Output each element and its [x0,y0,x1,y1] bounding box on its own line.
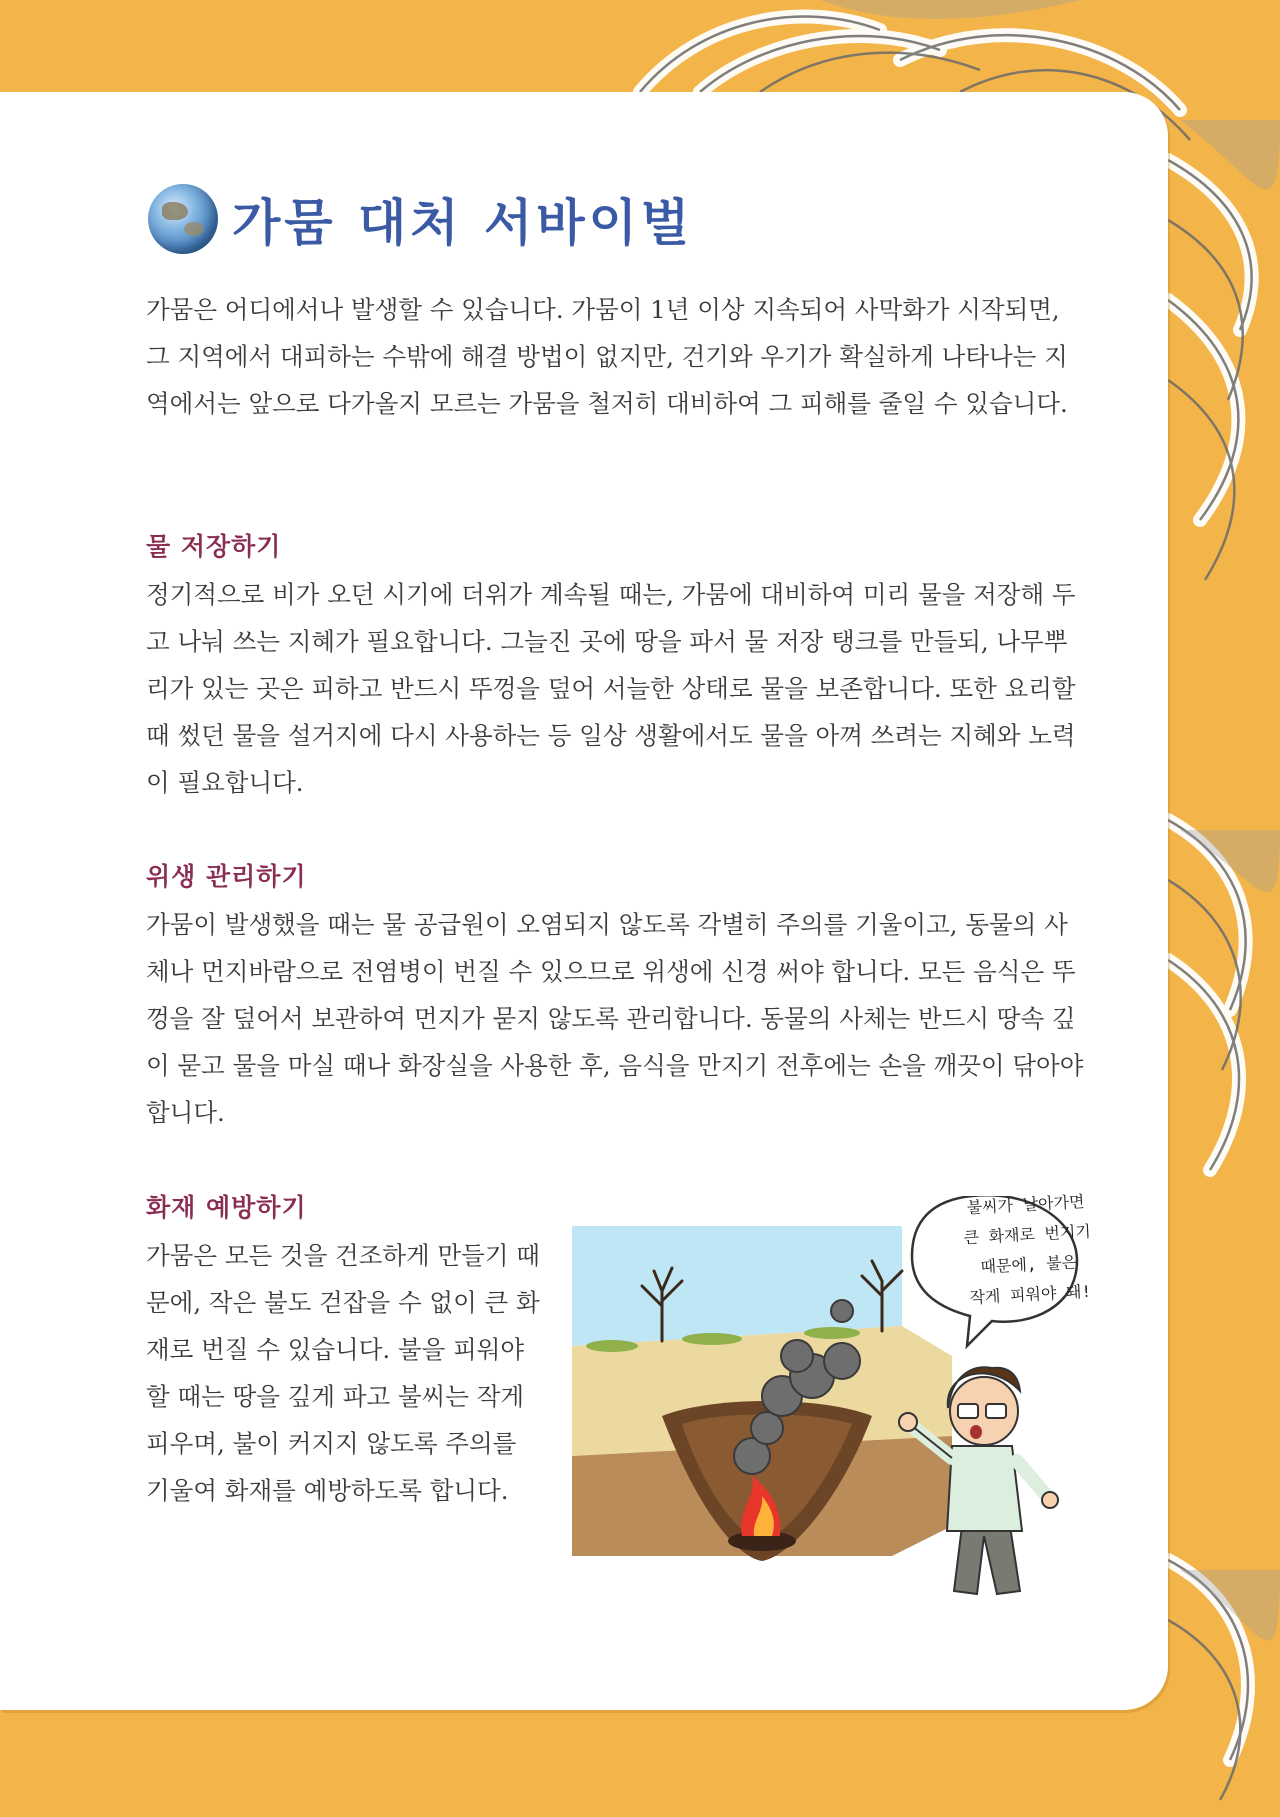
speech-bubble-text [935,1185,1121,1314]
page-title: 가뭄 대처 서바이벌 [232,194,694,252]
section-heading-fire: 화재 예방하기 [146,1193,307,1222]
speech-line: 때문에, 불은 [980,1252,1078,1277]
section-body-fire: 가뭄은 모든 것을 건조하게 만들기 때문에, 작은 불도 걷잡을 수 없이 큰 화재로 번질 수 있습니다. 불을 피워야 할 때는 땅을 깊게 파고 불씨는 작게 피우며, 불이 커지지 않도록 주의를 기울여 화재를 예방하도록 합니다. [146,1241,540,1505]
speech-line: 큰 화재로 번지기 [963,1221,1092,1248]
speech-line: 불씨가 날아가면 [966,1191,1085,1218]
globe-icon [148,184,218,254]
section-body-hygiene: 가뭄이 발생했을 때는 물 공급원이 오염되지 않도록 각별히 주의를 기울이고, 동물의 사체나 먼지바람으로 전염병이 번질 수 있으므로 위생에 신경 써야 합니다. 모든 음식은 뚜껑을 잘 덮어서 보관하여 먼지가 묻지 않도록 관리합니다. 동물의 사체는 반드시 땅속 깊이 묻고 물을 마실 때나 화장실을 사용한 후, 음식을 만지기 전후에는 손을 깨끗이 닦아야 합니다. [146,910,1084,1127]
speech-line: 작게 피워야 돼! [969,1281,1092,1308]
section-heading-water: 물 저장하기 [146,532,282,561]
section-body-water: 정기적으로 비가 오던 시기에 더위가 계속될 때는, 가뭄에 대비하여 미리 물을 저장해 두고 나눠 쓰는 지혜가 필요합니다. 그늘진 곳에 땅을 파서 물 저장 탱크를 만들되, 나무뿌리가 있는 곳은 피하고 반드시 뚜껑을 덮어 서늘한 상태로 물을 보존합니다. 또한 요리할 때 썼던 물을 설거지에 다시 사용하는 등 일상 생활에서도 물을 아껴 쓰려는 지혜와 노력이 필요합니다. [146,580,1076,797]
section-heading-hygiene: 위생 관리하기 [146,862,307,891]
title-block [148,176,693,262]
intro-paragraph: 가뭄은 어디에서나 발생할 수 있습니다. 가뭄이 1년 이상 지속되어 사막화가 시작되면, 그 지역에서 대피하는 수밖에 해결 방법이 없지만, 건기와 우기가 확실하게 나타나는 지역에서는 앞으로 다가올지 모르는 가뭄을 철저히 대비하여 그 피해를 줄일 수 있습니다. [146,295,1068,418]
